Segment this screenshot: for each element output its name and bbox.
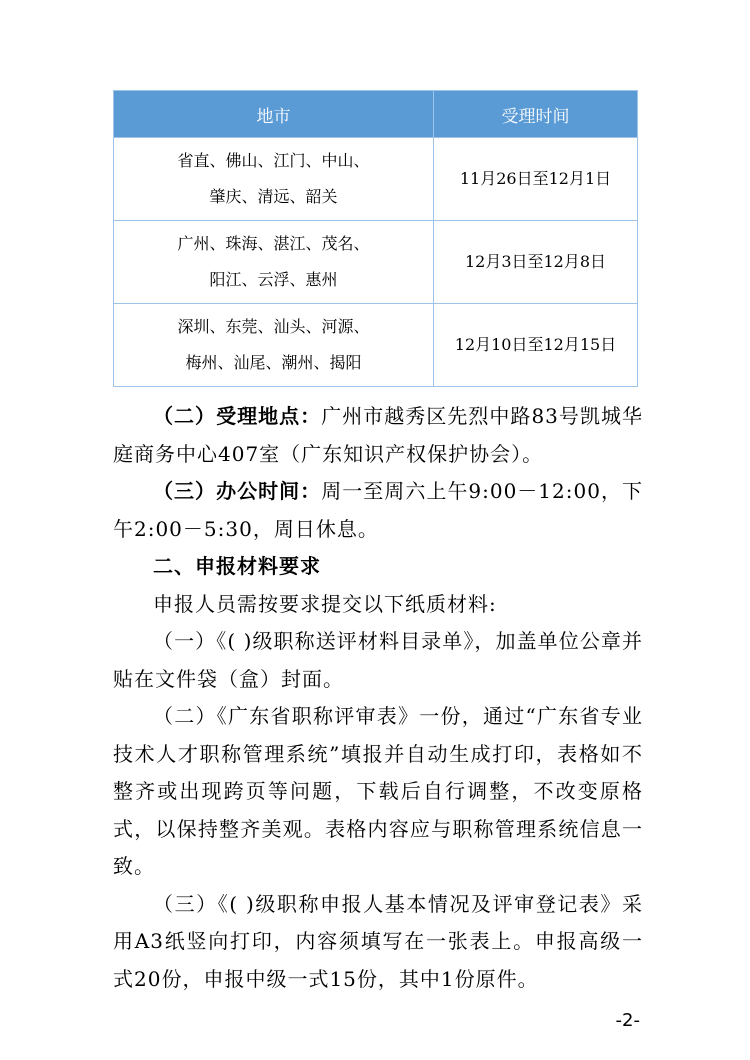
time-cell: 12月10日至12月15日 [434, 304, 638, 387]
schedule-table [113, 90, 638, 387]
table-row [114, 138, 638, 221]
city-cell [114, 304, 434, 387]
location-label: （二）受理地点： [153, 404, 322, 428]
table-row [114, 304, 638, 387]
section-heading: 二、申报材料要求 [153, 554, 321, 578]
time-cell: 11月26日至12月1日 [434, 138, 638, 221]
city-cell [114, 221, 434, 304]
city-line: 深圳、东莞、汕头、河源、 [177, 317, 370, 336]
header-time: 受理时间 [434, 91, 638, 138]
city-line: 肇庆、清远、韶关 [209, 187, 338, 206]
city-line: 省直、佛山、江门、中山、 [177, 151, 370, 170]
table-header-row [114, 91, 638, 138]
city-line: 阳江、云浮、惠州 [209, 270, 338, 289]
table-row [114, 221, 638, 304]
page-number: -2- [615, 1010, 640, 1031]
city-line: 梅州、汕尾、潮州、揭阳 [185, 353, 362, 372]
hours-text: 周一至周六上午9:00－12:00，下午2:00－5:30，周日休息。 [113, 479, 643, 541]
paragraph-intro: 申报人员需按要求提交以下纸质材料: [153, 591, 497, 616]
time-cell: 12月3日至12月8日 [434, 221, 638, 304]
location-text: 广州市越秀区先烈中路83号凯城华庭商务中心407室（广东知识产权保护协会）。 [113, 404, 644, 466]
paragraph-item-1: （一）《( )级职称送评材料目录单》，加盖单位公章并贴在文件袋（盒）封面。 [113, 629, 643, 691]
body-text [113, 398, 643, 998]
header-city: 地市 [114, 91, 434, 138]
paragraph-item-3: （三）《( )级职称申报人基本情况及评审登记表》采用A3纸竖向打印，内容须填写在一张表上。申报高级一式20份，申报中级一式15份，其中1份原件。 [113, 891, 643, 991]
paragraph-location [113, 398, 643, 473]
city-line: 广州、珠海、湛江、茂名、 [177, 234, 370, 253]
paragraph-item-2: （二）《广东省职称评审表》一份，通过“广东省专业技术人才职称管理系统”填报并自动生成打印，表格如不整齐或出现跨页等问题，下载后自行调整，不改变原格式，以保持整齐美观。表格内容应与职称管理系统信息一致。 [113, 704, 643, 878]
paragraph-hours [113, 473, 643, 548]
hours-label: （三）办公时间： [153, 479, 322, 503]
city-cell [114, 138, 434, 221]
